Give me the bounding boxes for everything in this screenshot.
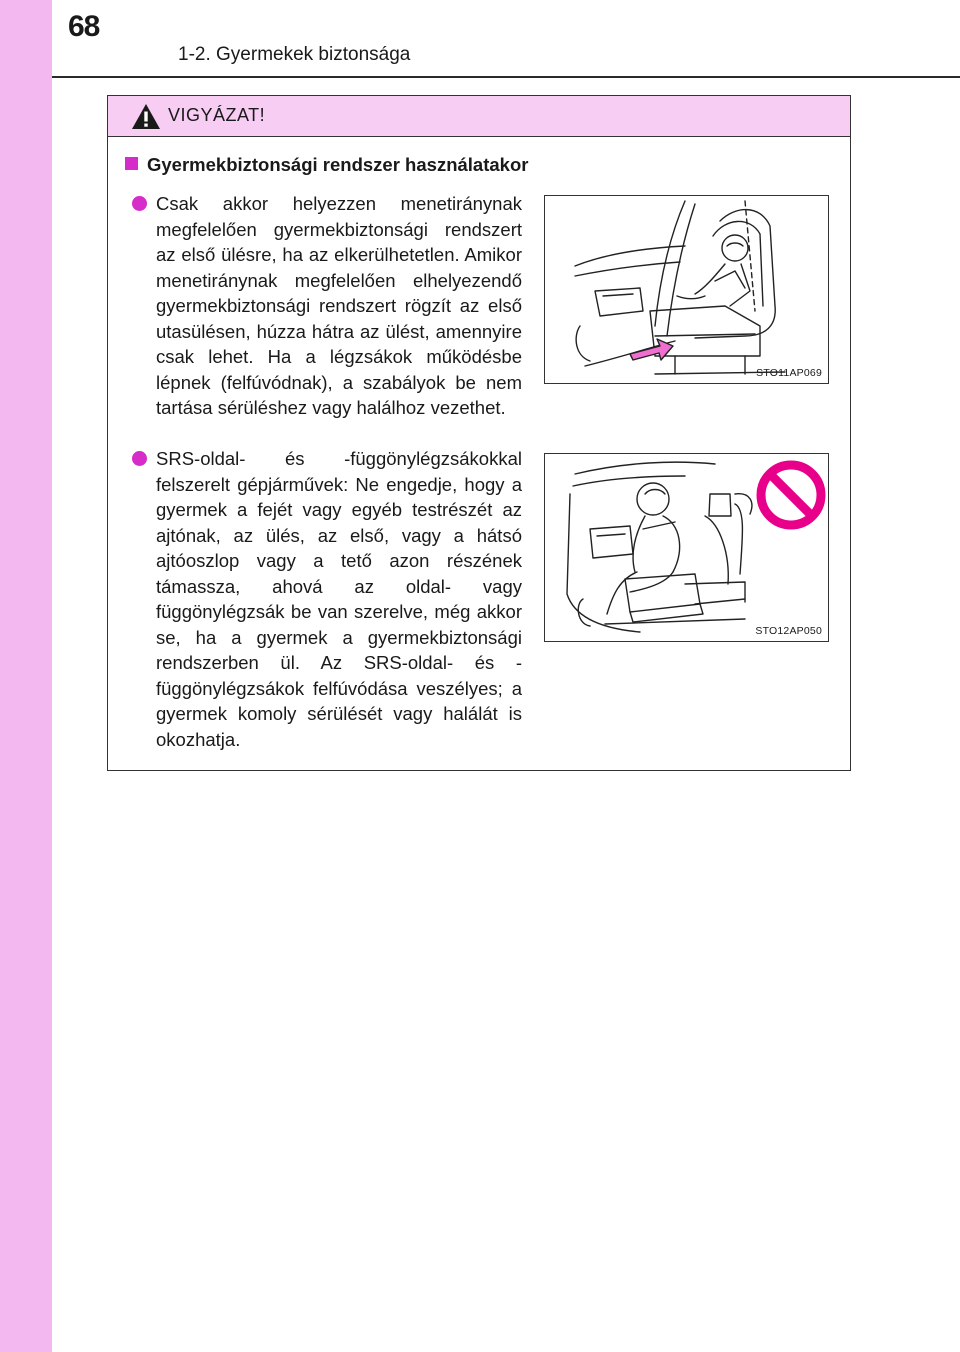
warning-item-side-airbags [132,446,522,752]
figure-code: STO11AP069 [756,367,822,379]
prohibition-icon [755,459,827,531]
square-bullet-icon [125,157,138,170]
warning-label: VIGYÁZAT! [168,105,266,125]
warning-box [107,95,851,771]
round-bullet-icon [132,451,147,466]
warning-triangle-icon [131,103,161,130]
warning-header [108,96,850,137]
header-rule [52,76,960,78]
warning-item-front-seat [132,191,522,421]
section-title: 1-2. Gyermekek biztonsága [178,44,411,65]
round-bullet-icon [132,196,147,211]
warning-subheading [125,154,528,176]
warning-item-text: SRS-oldal- és -függönylégzsákokkal felszerelt gépjárművek: Ne engedje, hogy a gyermek a fejét vagy egyéb testrészét az ajtónak, az ülés, az első, vagy a hátsó ajtóoszlop vagy a tető azon részének támassza, ahová az oldal- vagy függönylégzsák be van szerelve, még akkor se, ha a gyermek a gyermekbiztonsági rendszerben ül. Az SRS-oldal- és -függönylégzsákok felfúvódása veszélyes; a gyermek komoly sérülését vagy halálát is okozhatja. [156,448,522,750]
child-seat-front-illustration [545,196,827,382]
warning-subheading-text: Gyermekbiztonsági rendszer használatakor [147,154,529,175]
figure-front-seat-child-seat [544,195,829,384]
side-color-band [0,0,52,1352]
figure-code: STO12AP050 [755,625,822,637]
page-number: 68 [68,10,100,43]
warning-item-text: Csak akkor helyezzen menetiránynak megfelelően gyermekbiztonsági rendszert az első ülésre, ha az elkerülhetetlen. Amikor menetiránynak megfelelően elhelyezendő gyermekbiztonsági rendszert rögzít az első utasülésen, húzza hátra az ülést, amennyire csak lehet. Ha a légzsákok működésbe lépnek (felfúvódnak), a szabályok be nem tartása sérüléshez vagy halálhoz vezethet. [156,193,522,418]
